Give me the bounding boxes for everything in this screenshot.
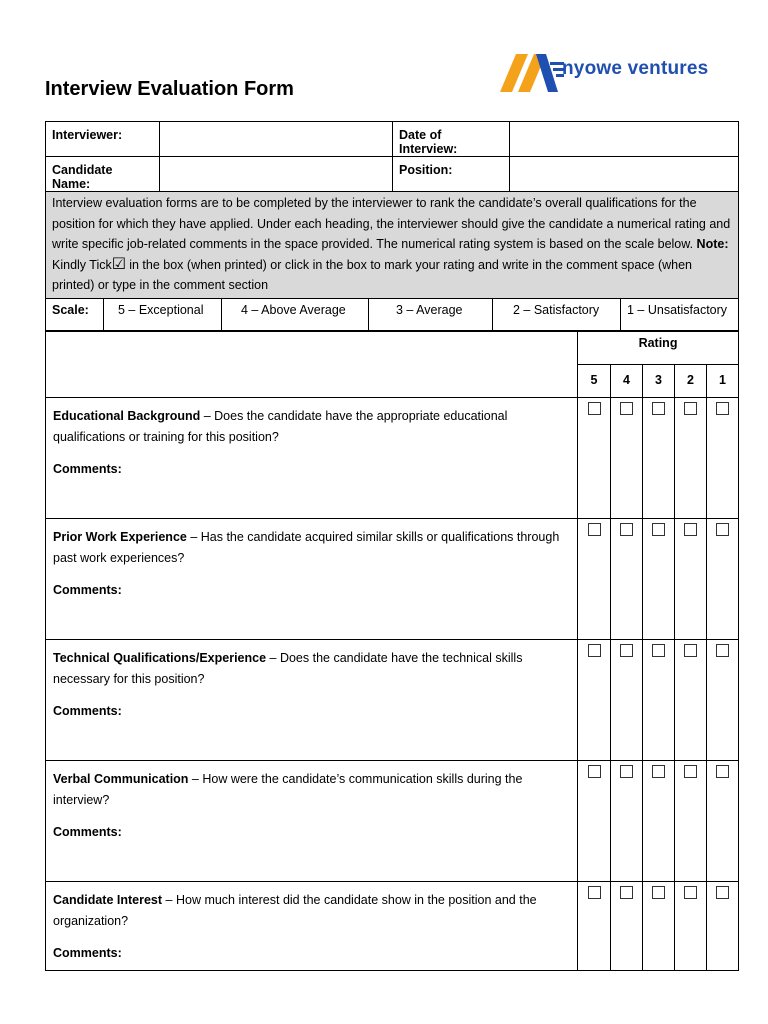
rating-checkbox-2[interactable] xyxy=(684,523,697,536)
criterion-title: Educational Background xyxy=(53,408,201,423)
rating-checkbox-1[interactable] xyxy=(716,886,729,899)
scale-item: 3 – Average xyxy=(369,298,493,330)
criterion-question: – How much interest did the candidate show in the position and the organization? xyxy=(53,892,537,928)
position-label: Position: xyxy=(393,157,510,192)
note-text-pre: Kindly Tick xyxy=(52,257,112,272)
rating-number: 5 xyxy=(578,364,611,397)
position-field[interactable] xyxy=(510,157,739,192)
date-of-interview-field[interactable] xyxy=(510,122,739,157)
rating-checkbox-1[interactable] xyxy=(716,644,729,657)
candidate-name-label: Candidate Name: xyxy=(46,157,160,192)
scale-item: 2 – Satisfactory xyxy=(493,298,621,330)
criterion-cell xyxy=(46,639,578,760)
rating-number: 4 xyxy=(611,364,643,397)
rating-checkbox-3[interactable] xyxy=(652,402,665,415)
comments-label: Comments: xyxy=(53,824,122,839)
criteria-header-blank xyxy=(46,331,578,397)
rating-checkbox-2[interactable] xyxy=(684,644,697,657)
comments-label: Comments: xyxy=(53,945,122,960)
rating-checkbox-3[interactable] xyxy=(652,886,665,899)
rating-checkbox-4[interactable] xyxy=(620,402,633,415)
criterion-title: Verbal Communication xyxy=(53,771,189,786)
rating-checkbox-1[interactable] xyxy=(716,402,729,415)
interviewer-label: Interviewer: xyxy=(46,122,160,157)
form-title: Interview Evaluation Form xyxy=(45,78,294,100)
rating-checkbox-3[interactable] xyxy=(652,523,665,536)
rating-checkbox-1[interactable] xyxy=(716,765,729,778)
instructions-text: Interview evaluation forms are to be completed by the interviewer to rank the candidate’s overall qualifications for the position for which they have applied. Under each heading, the interviewer should give the candidate a numerical rating and write specific job-related comments in the space provided. The numerical rating system is based on the scale below. xyxy=(52,196,731,251)
evaluation-form xyxy=(45,121,738,971)
rating-checkbox-5[interactable] xyxy=(588,402,601,415)
rating-checkbox-5[interactable] xyxy=(588,765,601,778)
criterion-cell xyxy=(46,881,578,970)
criterion-question: – How were the candidate’s communication skills during the interview? xyxy=(53,771,523,807)
scale-table xyxy=(45,298,739,331)
note-text-post: in the box (when printed) or click in the box to mark your rating and write in the comment space (when printed) or type in the comment section xyxy=(52,257,692,292)
scale-item: 5 – Exceptional xyxy=(104,298,222,330)
tick-icon: ☑ xyxy=(111,255,127,273)
rating-checkbox-2[interactable] xyxy=(684,402,697,415)
criterion-row xyxy=(46,518,739,639)
criterion-title: Technical Qualifications/Experience xyxy=(53,650,267,665)
rating-checkbox-3[interactable] xyxy=(652,765,665,778)
criterion-question: – Has the candidate acquired similar skills or qualifications through past work experiences? xyxy=(53,529,560,565)
rating-header: Rating xyxy=(578,331,739,364)
rating-checkbox-4[interactable] xyxy=(620,886,633,899)
rating-checkbox-5[interactable] xyxy=(588,886,601,899)
rating-number: 2 xyxy=(675,364,707,397)
criterion-title: Candidate Interest xyxy=(53,892,163,907)
candidate-name-field[interactable] xyxy=(160,157,393,192)
rating-checkbox-5[interactable] xyxy=(588,644,601,657)
comments-label: Comments: xyxy=(53,703,122,718)
rating-checkbox-2[interactable] xyxy=(684,886,697,899)
scale-item: 4 – Above Average xyxy=(222,298,369,330)
rating-checkbox-2[interactable] xyxy=(684,765,697,778)
scale-item: 1 – Unsatisfactory xyxy=(621,298,739,330)
criterion-cell xyxy=(46,760,578,881)
evaluation-table xyxy=(45,331,739,971)
comments-label: Comments: xyxy=(53,582,122,597)
date-of-interview-label: Date of Interview: xyxy=(393,122,510,157)
rating-number: 1 xyxy=(707,364,739,397)
scale-label: Scale: xyxy=(46,298,104,330)
criterion-question: – Does the candidate have the appropriate educational qualifications or training for this position? xyxy=(53,408,508,444)
criterion-row xyxy=(46,397,739,518)
rating-checkbox-4[interactable] xyxy=(620,523,633,536)
comments-label: Comments: xyxy=(53,461,122,476)
rating-checkbox-5[interactable] xyxy=(588,523,601,536)
rating-checkbox-1[interactable] xyxy=(716,523,729,536)
criterion-row xyxy=(46,760,739,881)
instructions-box xyxy=(46,192,739,299)
header-fields-table xyxy=(45,121,739,299)
rating-checkbox-4[interactable] xyxy=(620,644,633,657)
criterion-cell xyxy=(46,397,578,518)
criterion-row xyxy=(46,881,739,970)
criterion-title: Prior Work Experience xyxy=(53,529,187,544)
note-label: Note: xyxy=(696,237,729,251)
interviewer-field[interactable] xyxy=(160,122,393,157)
criterion-cell xyxy=(46,518,578,639)
company-name: nyowe ventures xyxy=(562,58,709,79)
criterion-question: – Does the candidate have the technical skills necessary for this position? xyxy=(53,650,523,686)
rating-checkbox-3[interactable] xyxy=(652,644,665,657)
criterion-row xyxy=(46,639,739,760)
rating-number: 3 xyxy=(643,364,675,397)
rating-checkbox-4[interactable] xyxy=(620,765,633,778)
